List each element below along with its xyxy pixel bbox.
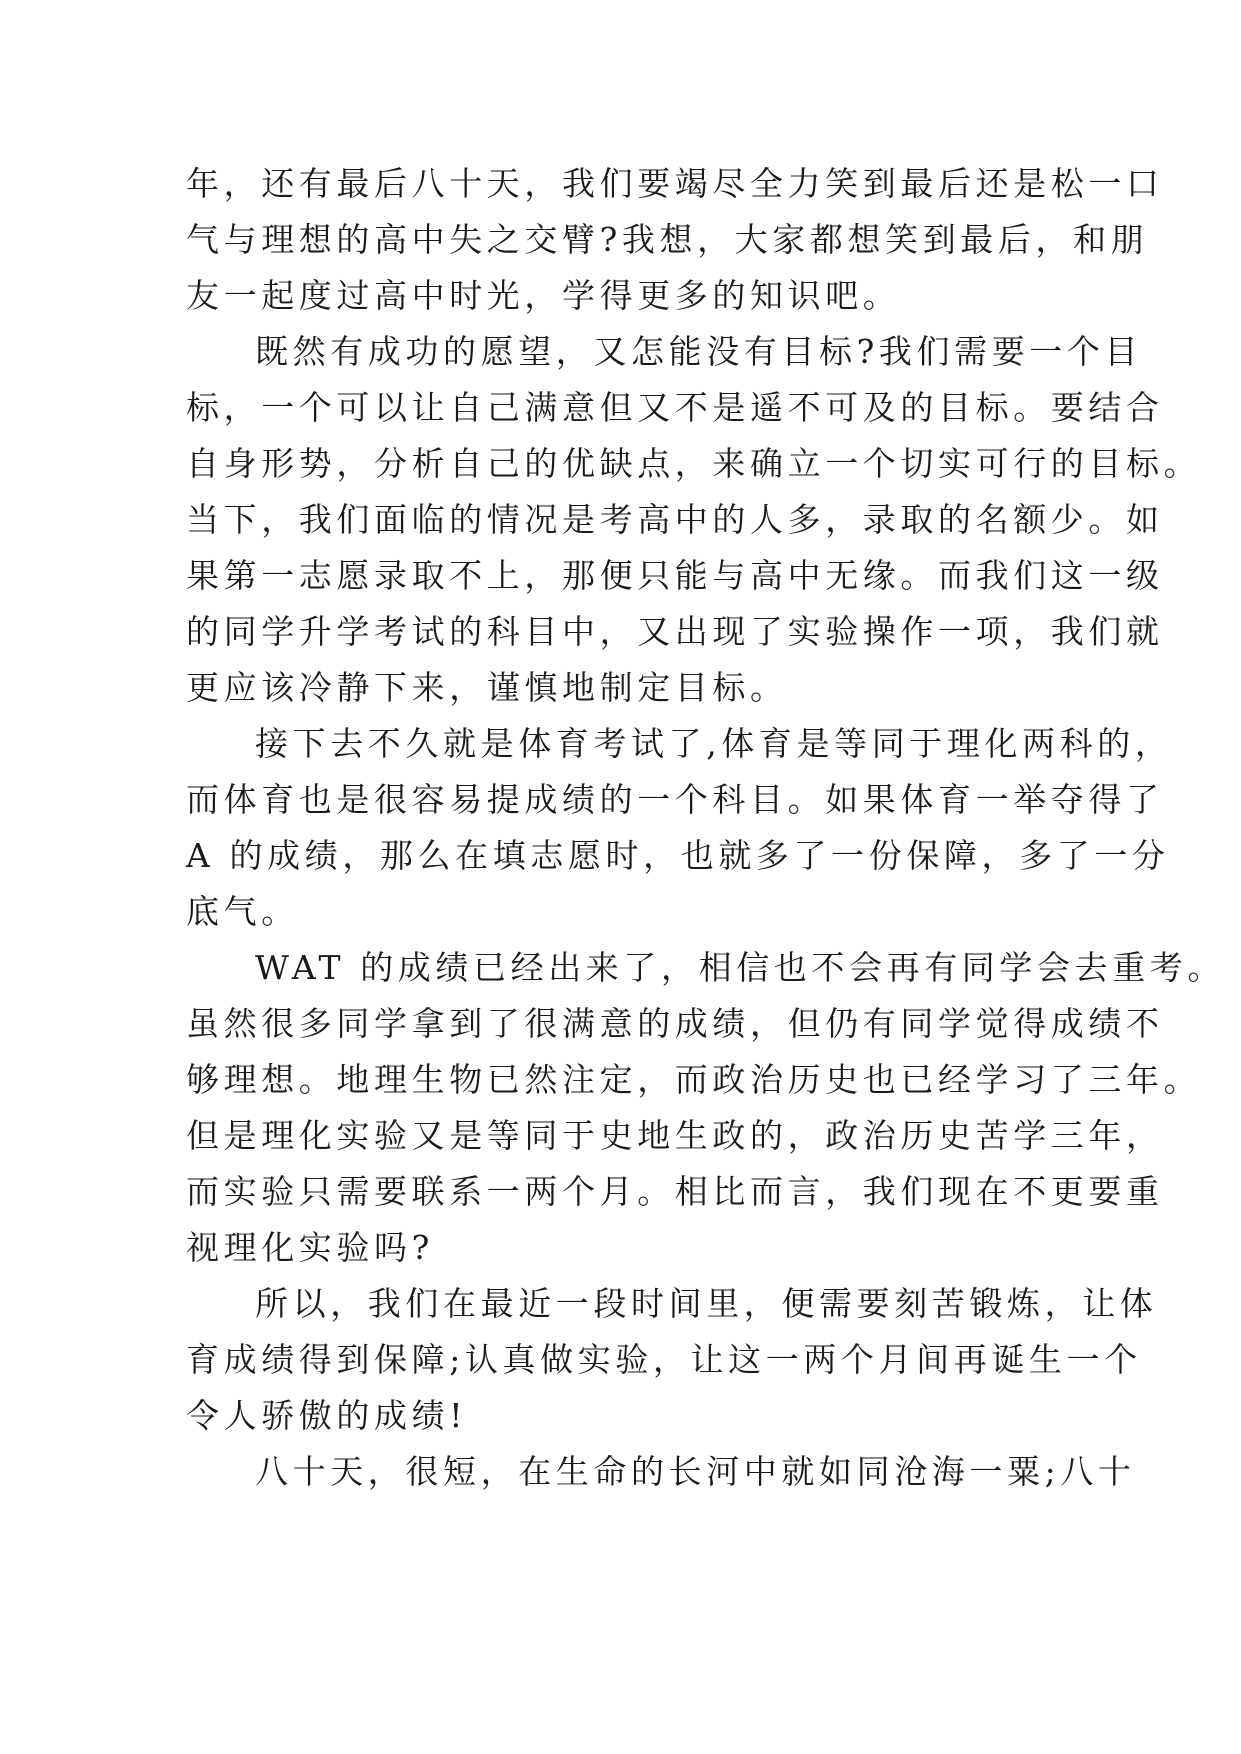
text-line: 更应该冷静下来，谨慎地制定目标。 bbox=[186, 668, 788, 707]
text-line: 自身形势，分析自己的优缺点，来确立一个切实可行的目标。 bbox=[186, 444, 1202, 483]
body-text bbox=[186, 156, 1226, 1500]
text-line: 育成绩得到保障;认真做实验，让这一两个月间再诞生一个 bbox=[186, 1340, 1142, 1379]
text-line: 够理想。地理生物已然注定，而政治历史也已经学习了三年。 bbox=[186, 1060, 1202, 1099]
text-line: 友一起度过高中时光，学得更多的知识吧。 bbox=[186, 276, 901, 315]
text-line: 底气。 bbox=[186, 892, 299, 931]
text-line: 虽然很多同学拿到了很满意的成绩，但仍有同学觉得成绩不 bbox=[186, 1004, 1164, 1043]
text-line: 当下，我们面临的情况是考高中的人多，录取的名额少。如 bbox=[186, 500, 1164, 539]
paragraph-first-line: 所以，我们在最近一段时间里，便需要刻苦锻炼，让体 bbox=[255, 1284, 1158, 1323]
text-line: 视理化实验吗? bbox=[186, 1228, 434, 1267]
paragraph-first-line: 既然有成功的愿望，又怎能没有目标?我们需要一个目 bbox=[255, 332, 1143, 371]
text-line: 标，一个可以让自己满意但又不是遥不可及的目标。要结合 bbox=[186, 388, 1164, 427]
paragraph-first-line: 八十天，很短，在生命的长河中就如同沧海一粟;八十 bbox=[255, 1452, 1136, 1491]
text-line: 年，还有最后八十天，我们要竭尽全力笑到最后还是松一口 bbox=[186, 164, 1164, 203]
text-line: A 的成绩，那么在填志愿时，也就多了一份保障，多了一分 bbox=[186, 836, 1170, 875]
paragraph-first-line: WAT 的成绩已经出来了，相信也不会再有同学会去重考。 bbox=[255, 948, 1226, 987]
paragraph-first-line: 接下去不久就是体育考试了,体育是等同于理化两科的， bbox=[255, 724, 1173, 763]
text-line: 的同学升学考试的科目中，又出现了实验操作一项，我们就 bbox=[186, 612, 1164, 651]
text-line: 但是理化实验又是等同于史地生政的，政治历史苦学三年， bbox=[186, 1116, 1164, 1155]
text-line: 气与理想的高中失之交臂?我想，大家都想笑到最后，和朋 bbox=[186, 220, 1149, 259]
text-line: 而实验只需要联系一两个月。相比而言，我们现在不更要重 bbox=[186, 1172, 1164, 1211]
text-line: 而体育也是很容易提成绩的一个科目。如果体育一举夺得了 bbox=[186, 780, 1164, 819]
text-line: 果第一志愿录取不上，那便只能与高中无缘。而我们这一级 bbox=[186, 556, 1164, 595]
text-line: 令人骄傲的成绩! bbox=[186, 1396, 468, 1435]
